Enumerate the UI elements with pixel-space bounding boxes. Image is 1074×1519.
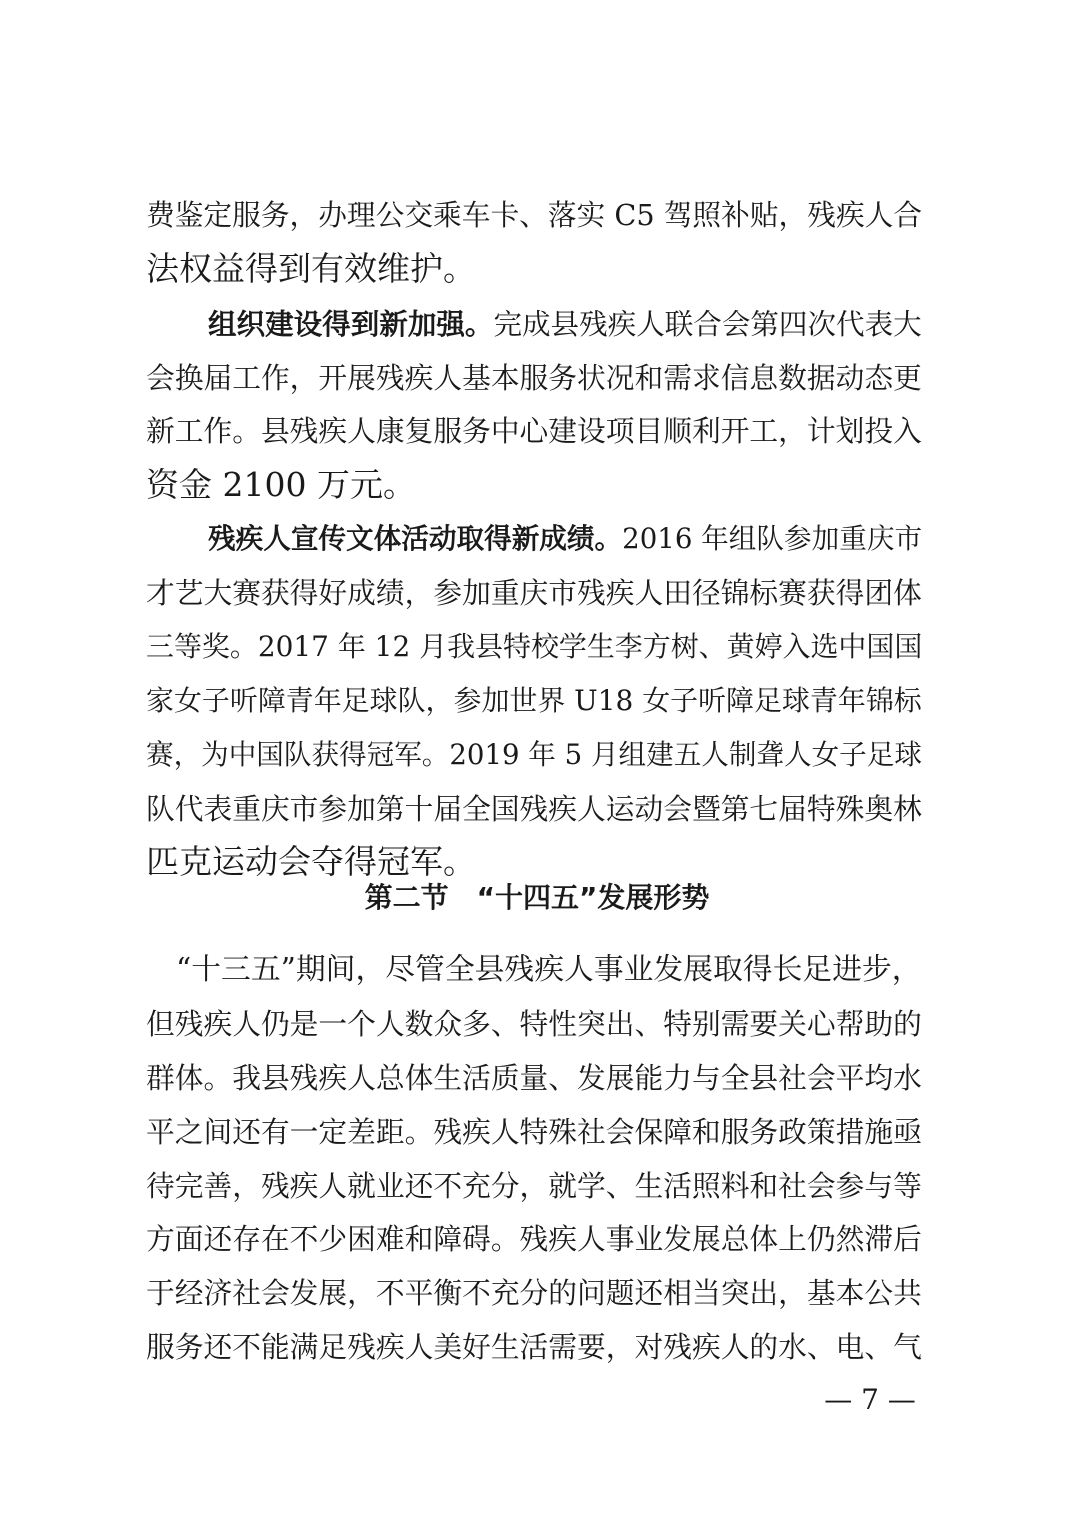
line-text: 方面还存在不少困难和障碍。残疾人事业发展总体上仍然滞后: [146, 1222, 922, 1256]
body-line: [146, 1273, 922, 1313]
body-line: [146, 411, 922, 451]
line-text: 完成县残疾人联合会第四次代表大: [493, 307, 922, 341]
body-line: [146, 1058, 922, 1098]
line-text: 才艺大赛获得好成绩，参加重庆市残疾人田径锦标赛获得团体: [146, 576, 922, 610]
line-text: 赛，为中国队获得冠军。2019 年 5 月组建五人制聋人女子足球: [146, 738, 922, 771]
page-number: — 7 —: [824, 1383, 916, 1416]
line-text: “十三五”期间，尽管全县残疾人事业发展取得长足进步，: [176, 952, 922, 987]
paragraph-line: [176, 950, 922, 990]
line-text: 匹克运动会夺得冠军。: [146, 842, 476, 881]
line-text: 平之间还有一定差距。残疾人特殊社会保障和服务政策措施亟: [146, 1115, 922, 1149]
line-text: 费鉴定服务，办理公交乘车卡、落实 C5 驾照补贴，残疾人合: [146, 198, 923, 232]
body-line: [146, 1219, 922, 1259]
body-line: [146, 681, 922, 721]
paragraph-line: [208, 304, 922, 344]
body-line: [146, 1004, 922, 1044]
line-text: 待完善，残疾人就业还不充分，就学、生活照料和社会参与等: [146, 1169, 922, 1203]
body-line: [146, 249, 922, 289]
line-text: 2016 年组队参加重庆市: [622, 522, 923, 555]
line-text: 家女子听障青年足球队，参加世界 U18 女子听障足球青年锦标: [146, 684, 922, 717]
body-line: [146, 573, 922, 613]
body-line: [146, 358, 922, 398]
body-line: [146, 1327, 922, 1367]
body-line: [146, 465, 922, 505]
body-line: [146, 1166, 922, 1206]
paragraph-lead: 残疾人宣传文体活动取得新成绩。: [208, 522, 623, 555]
line-text: 三等奖。2017 年 12 月我县特校学生李方树、黄婷入选中国国: [146, 630, 923, 663]
body-line: [146, 789, 922, 829]
line-text: 会换届工作，开展残疾人基本服务状况和需求信息数据动态更: [146, 361, 922, 395]
paragraph-line: [208, 519, 922, 559]
line-text: 于经济社会发展，不平衡不充分的问题还相当突出，基本公共: [146, 1276, 922, 1310]
paragraph-lead: 组织建设得到新加强。: [208, 307, 494, 341]
line-text: 资金 2100 万元。: [146, 465, 416, 504]
body-line: [146, 195, 922, 235]
section-heading: 第二节 “十四五”发展形势: [364, 881, 710, 914]
line-text: 群体。我县残疾人总体生活质量、发展能力与全县社会平均水: [146, 1061, 922, 1095]
body-line: [146, 735, 922, 775]
line-text: 但残疾人仍是一个人数众多、特性突出、特别需要关心帮助的: [146, 1007, 922, 1041]
line-text: 队代表重庆市参加第十届全国残疾人运动会暨第七届特殊奥林: [146, 792, 922, 826]
body-line: [146, 1112, 922, 1152]
line-text: 法权益得到有效维护。: [146, 249, 476, 288]
line-text: 新工作。县残疾人康复服务中心建设项目顺利开工，计划投入: [146, 414, 922, 448]
body-line: [146, 627, 922, 667]
body-line: [146, 842, 922, 882]
line-text: 服务还不能满足残疾人美好生活需要，对残疾人的水、电、气: [146, 1330, 922, 1364]
